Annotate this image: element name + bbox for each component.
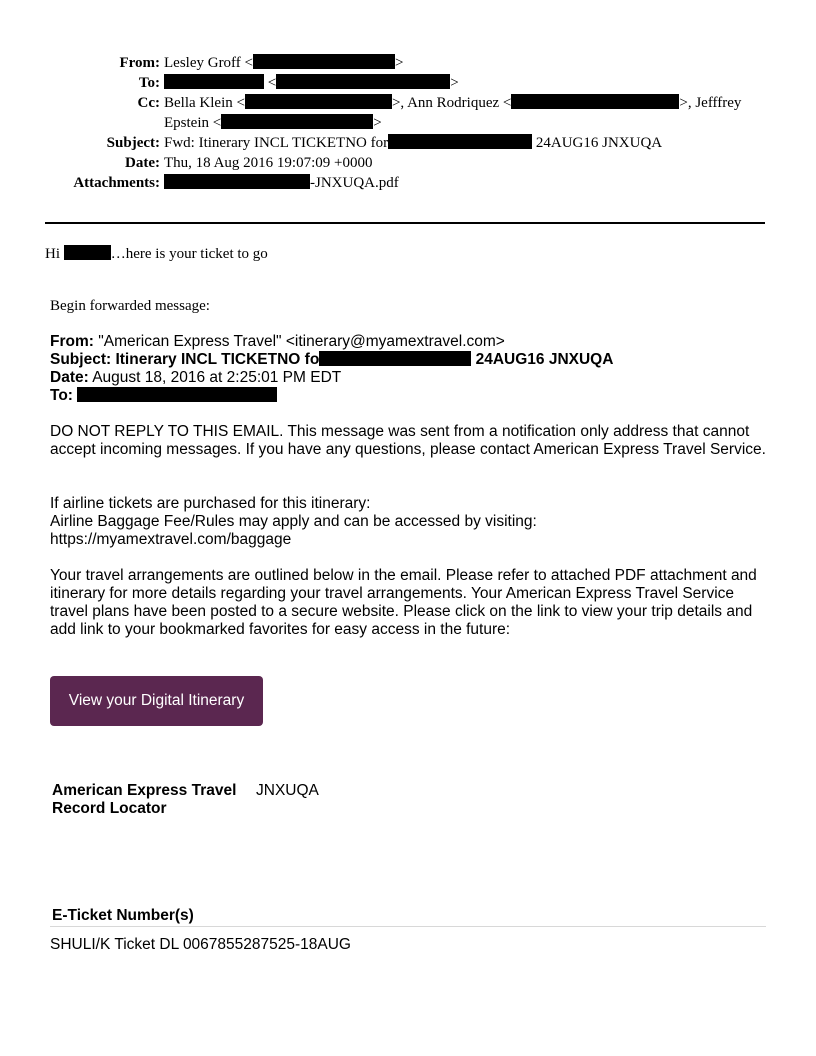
- date-label: Date:: [50, 369, 89, 386]
- redaction-block: [388, 134, 532, 149]
- to-label: To:: [50, 387, 73, 404]
- subject-text: 24AUG16 JNXUQA: [475, 351, 614, 368]
- record-label-line: Record Locator: [52, 800, 167, 817]
- bracket: >: [450, 75, 459, 91]
- cc-label: Cc:: [137, 95, 160, 111]
- header-divider: [45, 222, 765, 224]
- bracket: <: [267, 75, 277, 91]
- bracket: >: [395, 55, 404, 71]
- subject-text: Fwd: Itinerary INCL TICKETNO for: [164, 135, 389, 151]
- redaction-block: [221, 114, 373, 129]
- redaction-block: [164, 74, 264, 89]
- baggage-line: If airline tickets are purchased for this itinerary:: [50, 495, 371, 512]
- date-value: August 18, 2016 at 2:25:01 PM EDT: [92, 369, 342, 386]
- record-label-line: American Express Travel: [52, 782, 237, 799]
- from-name: Lesley Groff <: [164, 55, 253, 71]
- arrangements-paragraph: Your travel arrangements are outlined below in the email. Please refer to attached PDF attachment and itinerary for more details regarding your travel arrangements. Your American Express Travel Service travel plans have been posted to a secure website. Please click on the link to view your trip details and add link to your bookmarked favorites for easy access in the future:: [50, 567, 757, 638]
- greeting-line: [45, 245, 268, 263]
- eticket-divider: [50, 926, 766, 927]
- subject-value: [164, 133, 764, 153]
- header-from-row: [0, 53, 764, 73]
- cc-text: Epstein <: [164, 115, 222, 131]
- header-to-row: [0, 73, 764, 93]
- forwarded-header: [50, 333, 613, 405]
- header-attachments-row: [0, 173, 764, 193]
- from-label: From:: [50, 333, 94, 350]
- attachments-label: Attachments:: [73, 175, 160, 191]
- header-subject-row: [0, 133, 764, 153]
- baggage-line: Airline Baggage Fee/Rules may apply and can be accessed by visiting:: [50, 513, 537, 530]
- date-value: Thu, 18 Aug 2016 19:07:09 +0000: [164, 155, 373, 171]
- bracket: >: [373, 115, 382, 131]
- email-header: [0, 53, 764, 193]
- cc-text: >, Jefffrey: [679, 95, 742, 111]
- eticket-heading: E-Ticket Number(s): [52, 907, 194, 924]
- to-value: [164, 73, 764, 93]
- from-value: "American Express Travel" <itinerary@myamextravel.com>: [98, 333, 505, 350]
- redaction-block: [164, 174, 310, 189]
- subject-text: 24AUG16 JNXUQA: [535, 135, 663, 151]
- view-itinerary-button[interactable]: [50, 676, 263, 726]
- baggage-link[interactable]: https://myamextravel.com/baggage: [50, 531, 292, 548]
- record-locator-value: JNXUQA: [256, 782, 319, 799]
- header-cc-row: [0, 93, 764, 133]
- forwarded-to: [50, 387, 613, 405]
- notice-paragraph: DO NOT REPLY TO THIS EMAIL. This message was sent from a notification only address that cannot accept incoming messages. If you have any questions, please contact American Express Travel Service.: [50, 423, 766, 458]
- cc-text: Bella Klein <: [164, 95, 245, 111]
- forwarded-subject: [50, 351, 613, 369]
- attachment-filename[interactable]: -JNXUQA.pdf: [310, 175, 399, 191]
- baggage-paragraph: [50, 495, 770, 549]
- button-label: View your Digital Itinerary: [68, 692, 245, 709]
- redaction-block: [64, 245, 111, 260]
- redaction-block: [276, 74, 450, 89]
- cc-text: >, Ann Rodriquez <: [391, 95, 512, 111]
- subject-label: Subject:: [106, 135, 160, 151]
- eticket-line: SHULI/K Ticket DL 0067855287525-18AUG: [50, 936, 351, 953]
- header-date-row: [0, 153, 764, 173]
- redaction-block: [253, 54, 395, 69]
- forwarded-intro: Begin forwarded message:: [50, 298, 210, 314]
- subject-text: Itinerary INCL TICKETNO fo: [115, 351, 320, 368]
- attachment-file[interactable]: [164, 173, 764, 193]
- redaction-block: [77, 387, 277, 402]
- from-value: [164, 53, 764, 73]
- subject-label: Subject:: [50, 351, 112, 368]
- redaction-block: [245, 94, 392, 109]
- date-label: Date:: [125, 155, 160, 171]
- greeting-text: Hi: [45, 246, 60, 262]
- to-label: To:: [138, 75, 160, 91]
- cc-value: [164, 93, 764, 133]
- forwarded-from: [50, 333, 613, 351]
- greeting-text: …here is your ticket to go: [110, 246, 268, 262]
- redaction-block: [319, 351, 471, 366]
- forwarded-date: [50, 369, 613, 387]
- redaction-block: [511, 94, 679, 109]
- record-locator-label: [52, 782, 236, 818]
- from-label: From:: [119, 55, 160, 71]
